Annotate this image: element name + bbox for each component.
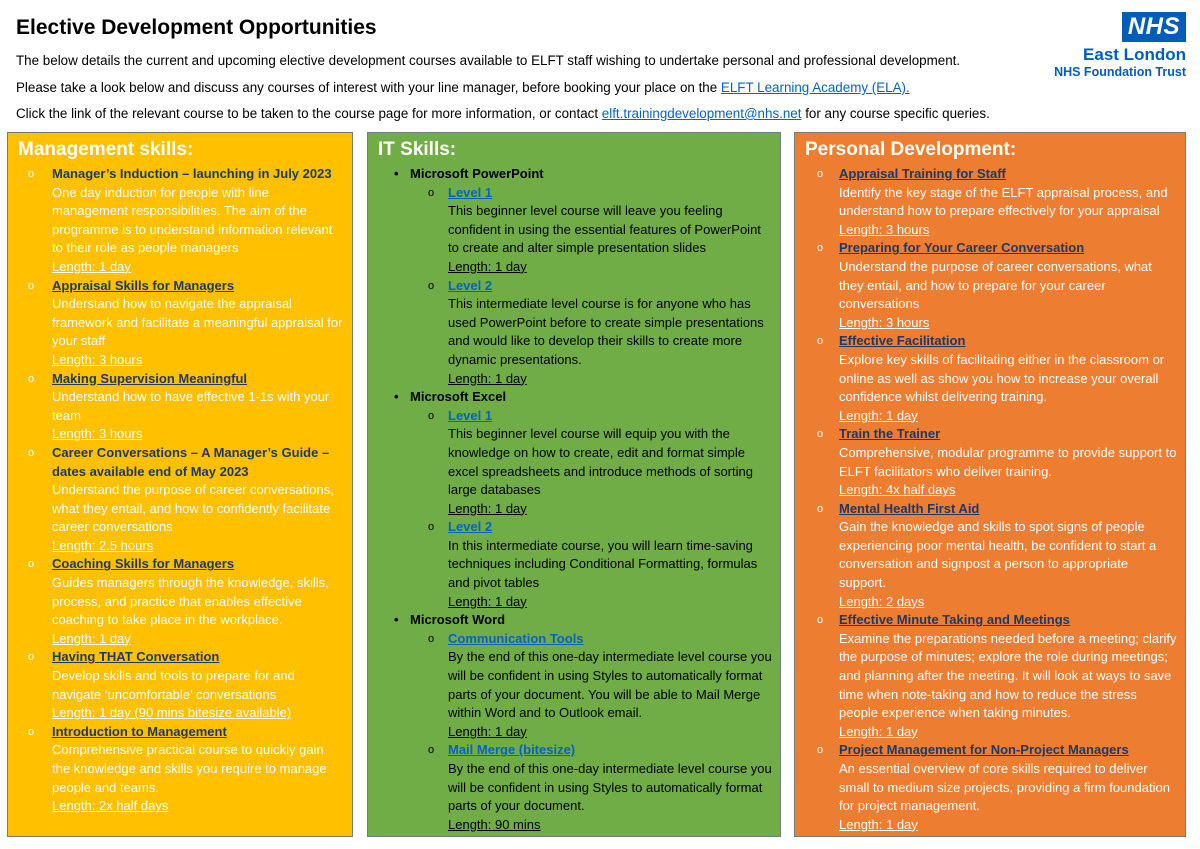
course-length: Length: 1 day	[52, 630, 131, 646]
management-course-list	[16, 165, 344, 816]
it-group-name: Microsoft PowerPoint	[410, 166, 544, 181]
personal-course-item	[803, 239, 1177, 332]
course-link[interactable]: Level 1	[448, 407, 493, 423]
course-description: This intermediate level course is for anyone who has used PowerPoint before to create simple presentations and would like to develop their skills to create more dynamic presentations.	[448, 296, 764, 367]
course-length: Length: 1 day	[448, 370, 527, 386]
bullet-dot-icon: •	[394, 612, 399, 628]
management-course-item	[16, 555, 344, 648]
course-length: Length: 2 days	[839, 593, 925, 609]
course-description: Understand the purpose of career conversations, what they entail, and how to prepare for your career conversations	[839, 258, 1152, 312]
ela-link[interactable]: ELFT Learning Academy (ELA).	[720, 80, 910, 95]
intro-text: The below details the current and upcoming elective development courses available to ELFT staff wishing to undertake personal and professional development.	[16, 53, 961, 68]
course-description: In this intermediate course, you will learn time-saving techniques including Conditional Formatting, formulas and pivot tables	[448, 537, 758, 591]
course-length: Length: 1 day	[448, 593, 527, 609]
course-link[interactable]: Preparing for Your Career Conversation	[839, 240, 1085, 256]
course-length: Length: 1 day	[448, 258, 527, 274]
it-course-item	[376, 518, 772, 611]
hollow-bullet-icon: o	[28, 372, 35, 385]
course-description: Comprehensive practical course to quickly gain the knowledge and skills you require to manage people and teams.	[52, 742, 327, 795]
intro-contact-text	[16, 106, 990, 121]
course-link[interactable]: Communication Tools	[448, 630, 584, 646]
course-length: Length: 2x half days	[52, 798, 169, 814]
course-length: Length: 3 hours	[839, 221, 930, 237]
course-description: Explore key skills of facilitating either in the classroom or online as well as show you how to increase your overall confidence whilst delivering training.	[839, 351, 1165, 405]
course-link[interactable]: Level 1	[448, 184, 493, 200]
course-description: Comprehensive, modular programme to provide support to ELFT facilitators who deliver training.	[839, 444, 1177, 479]
hollow-bullet-icon: o	[428, 521, 435, 534]
it-course-item	[376, 741, 772, 834]
management-course-item	[16, 444, 344, 556]
hollow-bullet-icon: o	[28, 558, 35, 571]
course-link[interactable]: Effective Minute Taking and Meetings	[839, 612, 1070, 628]
course-description: An essential overview of core skills required to deliver small to medium size projects, providing a firm foundation for project management.	[839, 761, 1170, 814]
it-skills-panel	[367, 132, 781, 837]
personal-course-item	[803, 425, 1177, 499]
org-subtitle: NHS Foundation Trust	[1054, 65, 1186, 79]
course-description: By the end of this one-day intermediate level course you will be confident in using Styles to automatically format parts of your document.	[448, 761, 772, 814]
hollow-bullet-icon: o	[428, 279, 435, 292]
bullet-dot-icon: •	[394, 166, 399, 181]
course-length: Length: 3 hours	[52, 426, 143, 442]
course-link[interactable]: Manager’s Induction – launching in July 2023	[52, 166, 332, 181]
course-length: Length: 1 day	[839, 723, 918, 739]
hollow-bullet-icon: o	[428, 409, 435, 422]
course-length: Length: 3 hours	[839, 314, 930, 330]
management-skills-title: Management skills:	[18, 139, 194, 160]
hollow-bullet-icon: o	[817, 614, 824, 627]
it-skills-title: IT Skills:	[378, 139, 457, 160]
hollow-bullet-icon: o	[28, 725, 35, 738]
hollow-bullet-icon: o	[817, 502, 824, 515]
course-link[interactable]: Coaching Skills for Managers	[52, 556, 235, 572]
it-course-list	[376, 165, 772, 834]
it-group-name: Microsoft Word	[410, 612, 506, 628]
course-link[interactable]: Level 2	[448, 519, 493, 535]
hollow-bullet-icon: o	[28, 446, 35, 459]
course-length: Length: 1 day	[448, 723, 527, 739]
personal-course-item	[803, 611, 1177, 741]
it-course-item	[376, 630, 772, 742]
intro-booking-pre: Please take a look below and discuss any courses of interest with your line manager, before booking your place on the	[16, 80, 721, 95]
course-description: This beginner level course will leave you feeling confident in using the essential features of PowerPoint to create and alter simple presentation slides	[448, 203, 761, 256]
hollow-bullet-icon: o	[428, 744, 435, 757]
management-course-item	[16, 277, 344, 370]
management-course-item	[16, 723, 344, 816]
it-group-heading	[376, 388, 772, 407]
it-course-item	[376, 184, 772, 277]
nhs-logo	[1046, 12, 1186, 80]
hollow-bullet-icon: o	[817, 242, 824, 255]
personal-course-item	[803, 332, 1177, 425]
course-description: Guides managers through the knowledge, skills, process, and practice that enables effective coaching to take place in the workplace.	[52, 575, 329, 628]
hollow-bullet-icon: o	[817, 428, 824, 441]
course-length: Length: 1 day	[52, 258, 131, 274]
hollow-bullet-icon: o	[28, 279, 35, 292]
course-description: By the end of this one-day intermediate level course you will be confident in using Styles to automatically format parts of your document. You will be able to Mail Merge within Word and to Outlook email.	[448, 649, 772, 721]
course-link[interactable]: Having THAT Conversation	[52, 649, 220, 665]
hollow-bullet-icon: o	[817, 335, 824, 348]
course-link[interactable]: Introduction to Management	[52, 723, 227, 739]
nhs-badge: NHS	[1122, 12, 1186, 42]
course-link[interactable]: Project Management for Non-Project Managers	[839, 742, 1129, 758]
personal-course-item	[803, 165, 1177, 239]
hollow-bullet-icon: o	[817, 168, 824, 180]
intro-contact-pre: Click the link of the relevant course to be taken to the course page for more information, or contact	[16, 106, 602, 121]
hollow-bullet-icon: o	[817, 744, 824, 757]
hollow-bullet-icon: o	[428, 632, 435, 645]
management-course-item	[16, 370, 344, 444]
course-link[interactable]: Career Conversations – A Manager’s Guide – dates available end of May 2023	[52, 444, 330, 479]
bullet-dot-icon: •	[394, 389, 399, 405]
management-skills-panel	[7, 132, 353, 837]
course-length: Length: 2.5 hours	[52, 537, 154, 553]
course-length: Length: 1 day	[839, 816, 918, 832]
it-course-item	[376, 407, 772, 519]
contact-email-link[interactable]: elft.trainingdevelopment@nhs.net	[601, 106, 802, 121]
course-length: Length: 3 hours	[52, 351, 143, 367]
management-course-item	[16, 648, 344, 722]
course-description: One day induction for people with line management responsibilities. The aim of the programme is to understand information relevant to their role as people managers	[52, 184, 333, 256]
personal-course-list	[803, 165, 1177, 834]
course-description: Develop skills and tools to prepare for and navigate ‘uncomfortable’ conversations	[52, 668, 295, 702]
intro-contact-post: for any course specific queries.	[801, 106, 990, 121]
it-group-heading	[376, 611, 772, 630]
course-link[interactable]: Appraisal Skills for Managers	[52, 277, 235, 293]
course-link[interactable]: Train the Trainer	[839, 426, 941, 442]
course-length: Length: 1 day (90 mins bitesize available)	[52, 705, 292, 721]
personal-development-panel	[794, 132, 1186, 837]
course-length: Length: 1 day	[839, 407, 918, 423]
course-link[interactable]: Effective Facilitation	[839, 333, 966, 349]
course-link[interactable]: Mail Merge (bitesize)	[448, 742, 576, 758]
course-length: Length: 1 day	[448, 500, 527, 516]
course-length: Length: 90 mins	[448, 816, 541, 832]
hollow-bullet-icon: o	[28, 168, 35, 180]
course-length: Length: 4x half days	[839, 482, 956, 498]
course-link[interactable]: Level 2	[448, 277, 493, 293]
course-description: Identify the key stage of the ELFT appraisal process, and understand how to prepare effectively for your appraisal	[839, 184, 1168, 219]
personal-development-title: Personal Development:	[805, 139, 1017, 160]
personal-course-item	[803, 741, 1177, 834]
it-group-name: Microsoft Excel	[410, 389, 507, 405]
course-description: Understand how to navigate the appraisal framework and facilitate a meaningful appraisal for your staff	[52, 296, 343, 349]
course-description: Gain the knowledge and skills to spot signs of people experiencing poor mental health, be confident to start a conversation and signpost a person to appropriate support.	[839, 519, 1157, 591]
course-description: This beginner level course will equip you with the knowledge on how to create, edit and format simple excel spreadsheets and introduce methods of sorting large databases	[448, 426, 753, 498]
hollow-bullet-icon: o	[428, 186, 435, 199]
hollow-bullet-icon: o	[28, 651, 35, 664]
course-description: Examine the preparations needed before a meeting; clarify the purpose of minutes; explore the role during meetings; and planning after the meeting. It will look at ways to save time when note-taking and how to reduce the stress people experience when taking minutes.	[839, 630, 1177, 721]
personal-course-item	[803, 500, 1177, 612]
org-name: East London	[1083, 45, 1186, 64]
course-description: Understand the purpose of career conversations, what they entail, and how to confidently facilitate career conversations	[52, 482, 334, 535]
course-link[interactable]: Mental Health First Aid	[839, 500, 980, 516]
it-course-item	[376, 277, 772, 389]
page-title: Elective Development Opportunities	[16, 16, 377, 39]
management-course-item	[16, 165, 344, 277]
course-link[interactable]: Making Supervision Meaningful	[52, 370, 248, 386]
course-description: Understand how to have effective 1-1s with your team	[52, 389, 330, 423]
it-group-heading	[376, 165, 772, 184]
intro-booking-text	[16, 80, 910, 95]
course-link[interactable]: Appraisal Training for Staff	[839, 166, 1006, 181]
